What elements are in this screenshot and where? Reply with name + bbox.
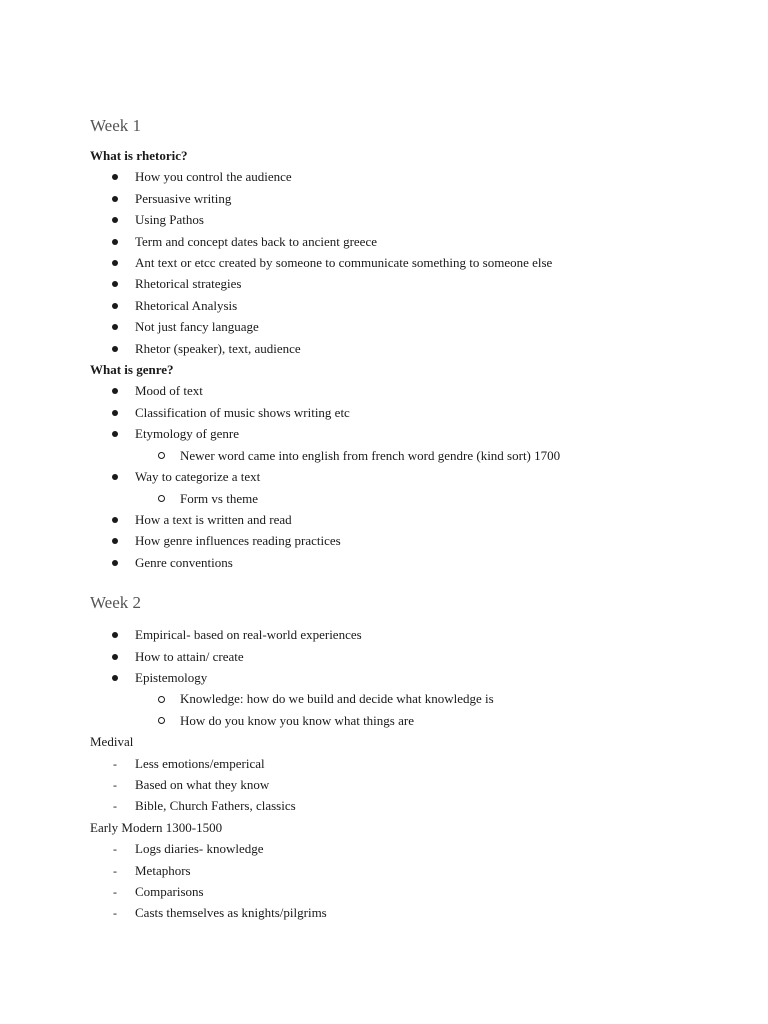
- bullet-icon: [108, 667, 122, 688]
- list-item-text: Logs diaries- knowledge: [135, 841, 264, 857]
- bullet-icon: [108, 509, 122, 530]
- list-item-text: How genre influences reading practices: [135, 533, 341, 549]
- bullet-icon: [108, 402, 122, 423]
- list-item: [90, 252, 730, 273]
- list-item-text: Rhetorical strategies: [135, 276, 242, 292]
- list-item: [90, 209, 730, 230]
- list-item-text: Using Pathos: [135, 212, 204, 228]
- sub-list-item: [90, 688, 730, 709]
- genre-question: What is genre?: [90, 362, 174, 378]
- hollow-bullet-icon: [154, 445, 168, 466]
- hollow-bullet-icon: [154, 688, 168, 709]
- rhetoric-list: [90, 166, 730, 359]
- bullet-icon: [108, 316, 122, 337]
- early-modern-list: [90, 838, 730, 924]
- list-item-text: How do you know you know what things are: [180, 712, 414, 728]
- list-item-text: Ant text or etcc created by someone to communicate something to someone else: [135, 255, 553, 271]
- list-item: [90, 509, 730, 530]
- hollow-bullet-icon: [154, 488, 168, 509]
- bullet-icon: [108, 166, 122, 187]
- list-item: [90, 402, 730, 423]
- bullet-icon: [108, 209, 122, 230]
- list-item: [90, 646, 730, 667]
- early-modern-label: Early Modern 1300-1500: [90, 819, 223, 835]
- list-item: [90, 795, 730, 816]
- list-item-text: How you control the audience: [135, 169, 292, 185]
- list-item-text: How to attain/ create: [135, 648, 244, 664]
- list-item: [90, 753, 730, 774]
- list-item: [90, 838, 730, 859]
- list-item-text: Classification of music shows writing etc: [135, 404, 350, 420]
- bullet-icon: [108, 624, 122, 645]
- list-item-text: Based on what they know: [135, 776, 270, 792]
- list-item: [90, 774, 730, 795]
- week2-heading: Week 2: [90, 593, 142, 613]
- bullet-icon: [108, 231, 122, 252]
- list-item-text: Mood of text: [135, 383, 203, 399]
- genre-list: [90, 380, 730, 573]
- list-item-text: Comparisons: [135, 884, 204, 899]
- list-item: [90, 338, 730, 359]
- bullet-icon: [108, 188, 122, 209]
- list-item: [90, 624, 730, 645]
- list-item: [90, 380, 730, 401]
- bullet-icon: [108, 252, 122, 273]
- bullet-icon: [108, 380, 122, 401]
- document-page: [90, 113, 730, 924]
- list-item: [90, 273, 730, 294]
- list-item: [90, 188, 730, 209]
- list-item-text: Way to categorize a text: [135, 469, 261, 485]
- medival-list: [90, 753, 730, 817]
- dash-icon: [108, 881, 122, 903]
- list-item-text: Empirical- based on real-world experiences: [135, 627, 362, 643]
- list-item: [90, 552, 730, 573]
- bullet-icon: [108, 466, 122, 487]
- list-item: [90, 881, 730, 902]
- sub-list-item: [90, 445, 730, 466]
- list-item: [90, 466, 730, 487]
- list-item: [90, 316, 730, 337]
- dash-icon: [108, 902, 122, 924]
- list-item: [90, 530, 730, 551]
- dash-icon: [108, 774, 122, 796]
- bullet-icon: [108, 646, 122, 667]
- medival-label: Medival: [90, 734, 134, 750]
- list-item-text: Persuasive writing: [135, 190, 232, 206]
- bullet-icon: [108, 530, 122, 551]
- bullet-icon: [108, 295, 122, 316]
- rhetoric-question: What is rhetoric?: [90, 148, 188, 163]
- sub-list-item: [90, 488, 730, 509]
- list-item-text: Genre conventions: [135, 554, 233, 570]
- list-item: [90, 166, 730, 187]
- list-item-text: Knowledge: how do we build and decide what knowledge is: [180, 691, 494, 707]
- list-item-text: Epistemology: [135, 669, 208, 685]
- list-item-text: Etymology of genre: [135, 426, 239, 442]
- list-item-text: Not just fancy language: [135, 319, 259, 335]
- hollow-bullet-icon: [154, 710, 168, 731]
- list-item: [90, 667, 730, 688]
- list-item-text: Term and concept dates back to ancient greece: [135, 233, 377, 249]
- dash-icon: [108, 860, 122, 882]
- list-item-text: Rhetor (speaker), text, audience: [135, 340, 301, 356]
- list-item: [90, 231, 730, 252]
- sub-list-item: [90, 710, 730, 731]
- bullet-icon: [108, 338, 122, 359]
- list-item-text: Casts themselves as knights/pilgrims: [135, 905, 327, 921]
- dash-icon: [108, 838, 122, 860]
- list-item: [90, 295, 730, 316]
- week2-list: [90, 624, 730, 731]
- dash-icon: [108, 753, 122, 775]
- bullet-icon: [108, 423, 122, 444]
- list-item-text: How a text is written and read: [135, 511, 292, 527]
- dash-icon: [108, 795, 122, 817]
- list-item: [90, 860, 730, 881]
- list-item: [90, 902, 730, 923]
- list-item-text: Less emotions/emperical: [135, 755, 265, 771]
- list-item: [90, 423, 730, 444]
- list-item-text: Form vs theme: [180, 490, 258, 506]
- list-item-text: Newer word came into english from french word gendre (kind sort) 1700: [180, 447, 561, 463]
- bullet-icon: [108, 273, 122, 294]
- week1-heading: Week 1: [90, 116, 142, 135]
- list-item-text: Rhetorical Analysis: [135, 297, 238, 313]
- list-item-text: Bible, Church Fathers, classics: [135, 798, 296, 814]
- bullet-icon: [108, 552, 122, 573]
- list-item-text: Metaphors: [135, 862, 191, 878]
